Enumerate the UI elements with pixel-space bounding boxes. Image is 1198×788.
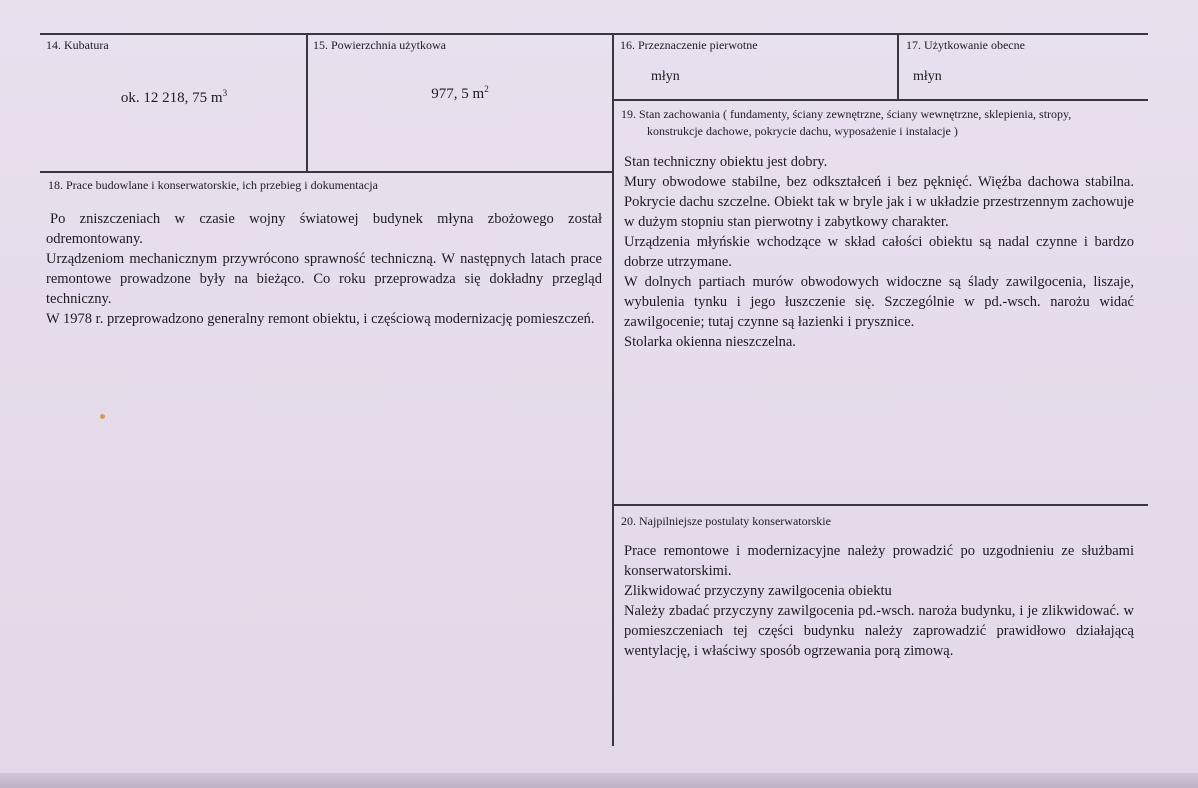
field-15-value — [310, 80, 610, 103]
field-19-paragraph: Urządzenia młyńskie wchodzące w skład całości obiektu są nadal czynne i bardzo dobrze utrzymane. — [624, 234, 1134, 270]
field-19-label-line-1: 19. Stan zachowania ( fundamenty, ściany zewnętrzne, ściany wewnętrzne, sklepienia, stropy, — [621, 107, 1072, 121]
field-19-paragraph: Mury obwodowe stabilne, bez odkształceń i bez pęknięć. Więźba dachowa stabilna. Pokrycie dachu szczelne. Obiekt tak w bryle jak i w układzie przestrzennym zachowuje w dużym stopniu stan pierwotny i zabytkowy charakter. — [624, 174, 1134, 230]
field-17-value: młyn — [913, 69, 942, 84]
field-19-label-line-2: konstrukcje dachowe, pokrycie dachu, wyposażenie i instalacje ) — [647, 124, 958, 138]
rule-16-19 — [612, 99, 1148, 101]
field-18-paragraph: Po zniszczeniach w czasie wojny światowej budynek młyna zbożowego został odremontowany. — [46, 211, 602, 247]
ink-stain — [100, 414, 105, 419]
field-20-paragraph: Zlikwidować przyczyny zawilgocenia obiektu — [624, 583, 892, 599]
field-18-text — [46, 209, 602, 329]
field-18-label: 18. Prace budowlane i konserwatorskie, ich przebieg i dokumentacja — [48, 178, 378, 192]
field-14-unit-exponent: 3 — [222, 88, 228, 98]
field-14-value-text: ok. 12 218, 75 m — [120, 90, 223, 106]
divider-16-17 — [897, 33, 899, 99]
field-15-label: 15. Powierzchnia użytkowa — [313, 38, 446, 52]
field-15-unit-exponent: 2 — [484, 84, 489, 94]
field-20-paragraph: Prace remontowe i modernizacyjne należy prowadzić po uzgodnieniu ze służbami konserwatorskimi. — [624, 543, 1134, 579]
field-20-paragraph: Należy zbadać przyczyny zawilgocenia pd.-wsch. naroża budynku, i je zlikwidować. w pomieszczeniach tej części budynku należy zaprowadzić prawidłowo działającą wentylację, i właściwy sposób ogrzewania porą zimową. — [624, 603, 1134, 659]
field-19-paragraph: W dolnych partiach murów obwodowych widoczne są ślady zawilgocenia, liszaje, wybulenia tynku i jego łuszczenie się. Szczególnie w pd.-wsch. narożu widać zawilgocenie; tutaj czynne są łazienki i prysznice. — [624, 274, 1134, 330]
field-19-label — [621, 106, 1146, 140]
field-16-label: 16. Przeznaczenie pierwotne — [620, 38, 758, 52]
rule-15-18 — [40, 171, 614, 173]
field-18-paragraph: W 1978 r. przeprowadzono generalny remont obiektu, i częściową modernizację pomieszczeń. — [46, 311, 595, 327]
field-14-value — [44, 84, 304, 107]
field-18-paragraph: Urządzeniom mechanicznym przywrócono sprawność techniczną. W następnych latach prace remontowe prowadzone były na bieżąco. Co roku przeprowadza się dokładny przegląd techniczny. — [46, 251, 602, 307]
paper-bottom-edge — [0, 773, 1198, 788]
field-20-text — [624, 541, 1134, 661]
field-20-label: 20. Najpilniejsze postulaty konserwatorskie — [621, 514, 831, 528]
rule-19-20 — [612, 504, 1148, 506]
field-19-paragraph: Stan techniczny obiektu jest dobry. — [624, 154, 828, 170]
field-15-value-text: 977, 5 m — [431, 86, 485, 102]
field-17-label: 17. Użytkowanie obecne — [906, 38, 1025, 52]
field-19-paragraph: Stolarka okienna nieszczelna. — [624, 334, 796, 350]
field-19-text — [624, 152, 1134, 352]
field-16-value: młyn — [651, 69, 680, 84]
divider-14-15 — [306, 33, 308, 173]
field-14-label: 14. Kubatura — [46, 38, 109, 52]
top-rule — [40, 33, 1148, 35]
divider-left-right — [612, 33, 614, 746]
